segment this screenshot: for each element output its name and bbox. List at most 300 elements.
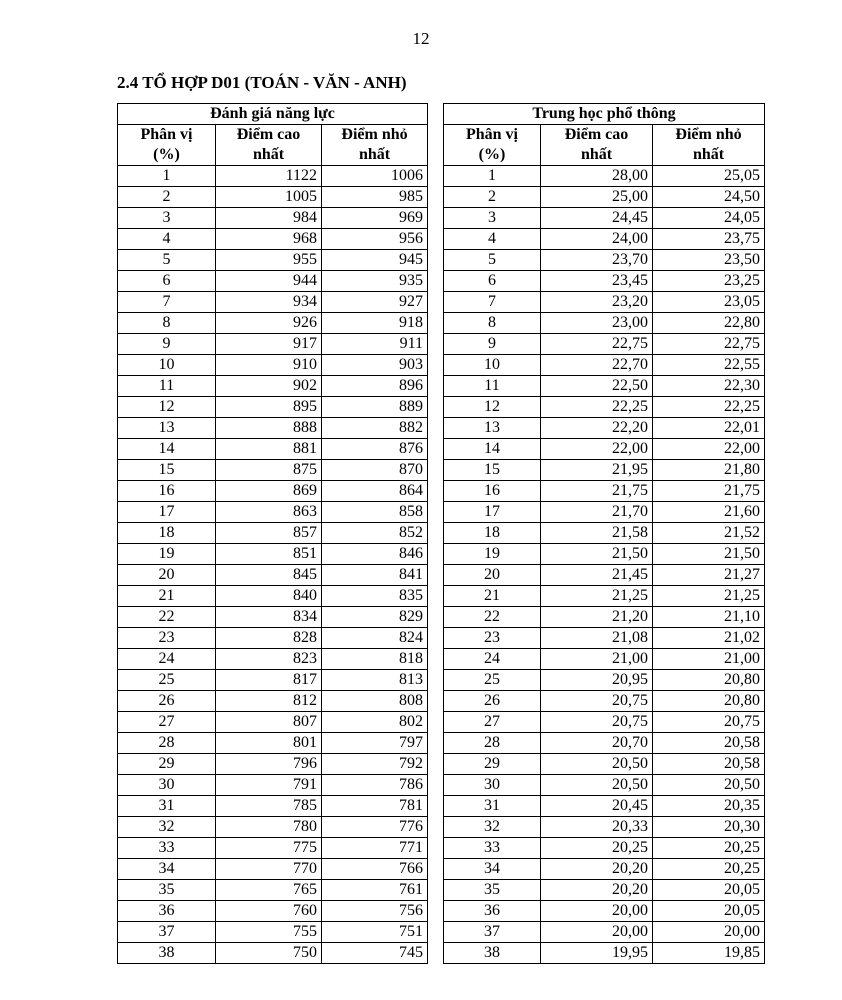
table-row bbox=[444, 166, 765, 187]
percentile-cell: 17 bbox=[444, 502, 541, 523]
min-score-cell: 776 bbox=[322, 817, 428, 838]
max-score-cell: 20,70 bbox=[541, 733, 653, 754]
table-row bbox=[444, 397, 765, 418]
table-row bbox=[444, 481, 765, 502]
percentile-cell: 6 bbox=[118, 271, 216, 292]
percentile-cell: 4 bbox=[444, 229, 541, 250]
min-score-cell: 20,50 bbox=[653, 775, 765, 796]
percentile-cell: 20 bbox=[444, 565, 541, 586]
percentile-cell: 19 bbox=[444, 544, 541, 565]
max-score-cell: 20,50 bbox=[541, 754, 653, 775]
table-row bbox=[444, 271, 765, 292]
min-score-cell: 19,85 bbox=[653, 943, 765, 964]
min-score-cell: 935 bbox=[322, 271, 428, 292]
table-row bbox=[444, 775, 765, 796]
max-score-cell: 801 bbox=[216, 733, 322, 754]
percentile-cell: 21 bbox=[118, 586, 216, 607]
percentile-cell: 25 bbox=[118, 670, 216, 691]
percentile-cell: 26 bbox=[444, 691, 541, 712]
max-score-cell: 895 bbox=[216, 397, 322, 418]
table-row bbox=[118, 565, 428, 586]
percentile-cell: 2 bbox=[118, 187, 216, 208]
min-score-cell: 22,55 bbox=[653, 355, 765, 376]
percentile-cell: 11 bbox=[444, 376, 541, 397]
table-row bbox=[444, 754, 765, 775]
max-score-cell: 19,95 bbox=[541, 943, 653, 964]
max-score-cell: 21,75 bbox=[541, 481, 653, 502]
percentile-cell: 8 bbox=[444, 313, 541, 334]
percentile-cell: 36 bbox=[444, 901, 541, 922]
column-header-percentile: Phân vị (%) bbox=[444, 125, 541, 166]
percentile-cell: 30 bbox=[118, 775, 216, 796]
percentile-cell: 6 bbox=[444, 271, 541, 292]
percentile-cell: 7 bbox=[118, 292, 216, 313]
min-score-cell: 818 bbox=[322, 649, 428, 670]
table-row bbox=[444, 229, 765, 250]
table-row bbox=[444, 670, 765, 691]
min-score-cell: 20,05 bbox=[653, 880, 765, 901]
min-score-cell: 21,10 bbox=[653, 607, 765, 628]
max-score-cell: 869 bbox=[216, 481, 322, 502]
max-score-cell: 760 bbox=[216, 901, 322, 922]
min-score-cell: 20,58 bbox=[653, 733, 765, 754]
table-row bbox=[444, 838, 765, 859]
min-score-cell: 21,02 bbox=[653, 628, 765, 649]
table-body bbox=[444, 166, 765, 964]
min-score-cell: 23,05 bbox=[653, 292, 765, 313]
percentile-cell: 38 bbox=[118, 943, 216, 964]
percentile-cell: 29 bbox=[444, 754, 541, 775]
max-score-cell: 902 bbox=[216, 376, 322, 397]
min-score-cell: 824 bbox=[322, 628, 428, 649]
max-score-cell: 24,00 bbox=[541, 229, 653, 250]
max-score-cell: 24,45 bbox=[541, 208, 653, 229]
min-score-cell: 889 bbox=[322, 397, 428, 418]
max-score-cell: 20,20 bbox=[541, 880, 653, 901]
percentile-cell: 31 bbox=[118, 796, 216, 817]
table-row bbox=[444, 922, 765, 943]
min-score-cell: 985 bbox=[322, 187, 428, 208]
min-score-cell: 956 bbox=[322, 229, 428, 250]
percentile-cell: 35 bbox=[118, 880, 216, 901]
max-score-cell: 765 bbox=[216, 880, 322, 901]
max-score-cell: 22,00 bbox=[541, 439, 653, 460]
percentile-cell: 24 bbox=[444, 649, 541, 670]
table-body bbox=[118, 166, 428, 964]
max-score-cell: 22,25 bbox=[541, 397, 653, 418]
table-row bbox=[118, 355, 428, 376]
percentile-cell: 5 bbox=[444, 250, 541, 271]
max-score-cell: 770 bbox=[216, 859, 322, 880]
min-score-cell: 23,25 bbox=[653, 271, 765, 292]
table-row bbox=[444, 712, 765, 733]
percentile-cell: 23 bbox=[118, 628, 216, 649]
percentile-cell: 33 bbox=[118, 838, 216, 859]
min-score-cell: 751 bbox=[322, 922, 428, 943]
max-score-cell: 20,75 bbox=[541, 712, 653, 733]
percentile-cell: 3 bbox=[118, 208, 216, 229]
max-score-cell: 807 bbox=[216, 712, 322, 733]
min-score-cell: 766 bbox=[322, 859, 428, 880]
min-score-cell: 771 bbox=[322, 838, 428, 859]
min-score-cell: 20,80 bbox=[653, 670, 765, 691]
max-score-cell: 823 bbox=[216, 649, 322, 670]
table-row bbox=[118, 733, 428, 754]
min-score-cell: 21,27 bbox=[653, 565, 765, 586]
max-score-cell: 917 bbox=[216, 334, 322, 355]
min-score-cell: 896 bbox=[322, 376, 428, 397]
table-row bbox=[444, 313, 765, 334]
table-row bbox=[118, 775, 428, 796]
percentile-cell: 26 bbox=[118, 691, 216, 712]
min-score-cell: 20,05 bbox=[653, 901, 765, 922]
table-row bbox=[118, 208, 428, 229]
min-score-cell: 20,58 bbox=[653, 754, 765, 775]
table-row bbox=[444, 943, 765, 964]
table-row bbox=[118, 691, 428, 712]
percentile-cell: 33 bbox=[444, 838, 541, 859]
max-score-cell: 780 bbox=[216, 817, 322, 838]
table-row bbox=[118, 334, 428, 355]
min-score-cell: 21,80 bbox=[653, 460, 765, 481]
table-row bbox=[118, 229, 428, 250]
table-row bbox=[118, 418, 428, 439]
max-score-cell: 21,95 bbox=[541, 460, 653, 481]
min-score-cell: 918 bbox=[322, 313, 428, 334]
table-row bbox=[118, 460, 428, 481]
table-row bbox=[444, 250, 765, 271]
max-score-cell: 20,20 bbox=[541, 859, 653, 880]
percentile-cell: 34 bbox=[444, 859, 541, 880]
percentile-cell: 16 bbox=[444, 481, 541, 502]
percentile-cell: 18 bbox=[118, 523, 216, 544]
table-row bbox=[118, 250, 428, 271]
min-score-cell: 20,25 bbox=[653, 838, 765, 859]
min-score-cell: 22,30 bbox=[653, 376, 765, 397]
min-score-cell: 22,25 bbox=[653, 397, 765, 418]
max-score-cell: 863 bbox=[216, 502, 322, 523]
max-score-cell: 21,45 bbox=[541, 565, 653, 586]
table-row bbox=[444, 439, 765, 460]
min-score-cell: 756 bbox=[322, 901, 428, 922]
min-score-cell: 21,00 bbox=[653, 649, 765, 670]
min-score-cell: 21,25 bbox=[653, 586, 765, 607]
percentile-cell: 22 bbox=[118, 607, 216, 628]
percentile-cell: 32 bbox=[118, 817, 216, 838]
table-row bbox=[118, 439, 428, 460]
table-row bbox=[118, 817, 428, 838]
max-score-cell: 955 bbox=[216, 250, 322, 271]
max-score-cell: 881 bbox=[216, 439, 322, 460]
table-row bbox=[444, 859, 765, 880]
table-row bbox=[118, 187, 428, 208]
max-score-cell: 944 bbox=[216, 271, 322, 292]
percentile-cell: 9 bbox=[118, 334, 216, 355]
table-row bbox=[118, 166, 428, 187]
percentile-cell: 7 bbox=[444, 292, 541, 313]
max-score-cell: 21,00 bbox=[541, 649, 653, 670]
max-score-cell: 812 bbox=[216, 691, 322, 712]
percentile-cell: 12 bbox=[118, 397, 216, 418]
percentile-cell: 4 bbox=[118, 229, 216, 250]
column-header-min-score: Điểm nhỏ nhất bbox=[653, 125, 765, 166]
table-row bbox=[118, 397, 428, 418]
max-score-cell: 840 bbox=[216, 586, 322, 607]
table-row bbox=[444, 586, 765, 607]
min-score-cell: 864 bbox=[322, 481, 428, 502]
table-row bbox=[444, 607, 765, 628]
max-score-cell: 1005 bbox=[216, 187, 322, 208]
table-row bbox=[118, 376, 428, 397]
min-score-cell: 781 bbox=[322, 796, 428, 817]
table-row bbox=[118, 901, 428, 922]
column-header-max-score: Điểm cao nhất bbox=[216, 125, 322, 166]
min-score-cell: 835 bbox=[322, 586, 428, 607]
min-score-cell: 808 bbox=[322, 691, 428, 712]
column-header-min-score: Điểm nhỏ nhất bbox=[322, 125, 428, 166]
percentile-cell: 36 bbox=[118, 901, 216, 922]
table-row bbox=[118, 943, 428, 964]
min-score-cell: 876 bbox=[322, 439, 428, 460]
min-score-cell: 969 bbox=[322, 208, 428, 229]
max-score-cell: 750 bbox=[216, 943, 322, 964]
table-row bbox=[444, 565, 765, 586]
percentile-cell: 9 bbox=[444, 334, 541, 355]
min-score-cell: 24,05 bbox=[653, 208, 765, 229]
min-score-cell: 927 bbox=[322, 292, 428, 313]
max-score-cell: 845 bbox=[216, 565, 322, 586]
max-score-cell: 968 bbox=[216, 229, 322, 250]
table-row bbox=[444, 376, 765, 397]
max-score-cell: 21,50 bbox=[541, 544, 653, 565]
min-score-cell: 23,75 bbox=[653, 229, 765, 250]
min-score-cell: 21,60 bbox=[653, 502, 765, 523]
table-row bbox=[118, 607, 428, 628]
min-score-cell: 1006 bbox=[322, 166, 428, 187]
min-score-cell: 786 bbox=[322, 775, 428, 796]
max-score-cell: 785 bbox=[216, 796, 322, 817]
table-row bbox=[444, 733, 765, 754]
percentile-cell: 29 bbox=[118, 754, 216, 775]
percentile-cell: 32 bbox=[444, 817, 541, 838]
percentile-cell: 17 bbox=[118, 502, 216, 523]
min-score-cell: 24,50 bbox=[653, 187, 765, 208]
percentile-cell: 10 bbox=[444, 355, 541, 376]
column-header-percentile: Phân vị (%) bbox=[118, 125, 216, 166]
column-header-max-score: Điểm cao nhất bbox=[541, 125, 653, 166]
table-row bbox=[444, 628, 765, 649]
percentile-cell: 25 bbox=[444, 670, 541, 691]
max-score-cell: 28,00 bbox=[541, 166, 653, 187]
max-score-cell: 817 bbox=[216, 670, 322, 691]
table-nang-luc bbox=[117, 103, 428, 964]
percentile-cell: 37 bbox=[444, 922, 541, 943]
percentile-cell: 19 bbox=[118, 544, 216, 565]
min-score-cell: 846 bbox=[322, 544, 428, 565]
percentile-cell: 5 bbox=[118, 250, 216, 271]
min-score-cell: 20,35 bbox=[653, 796, 765, 817]
page-number: 12 bbox=[412, 29, 430, 48]
max-score-cell: 20,50 bbox=[541, 775, 653, 796]
table-row bbox=[118, 922, 428, 943]
min-score-cell: 802 bbox=[322, 712, 428, 733]
min-score-cell: 20,00 bbox=[653, 922, 765, 943]
min-score-cell: 945 bbox=[322, 250, 428, 271]
max-score-cell: 1122 bbox=[216, 166, 322, 187]
max-score-cell: 857 bbox=[216, 523, 322, 544]
max-score-cell: 21,70 bbox=[541, 502, 653, 523]
percentile-cell: 15 bbox=[444, 460, 541, 481]
percentile-cell: 12 bbox=[444, 397, 541, 418]
table-row bbox=[444, 649, 765, 670]
table-row bbox=[444, 334, 765, 355]
percentile-cell: 30 bbox=[444, 775, 541, 796]
table-row bbox=[118, 628, 428, 649]
max-score-cell: 934 bbox=[216, 292, 322, 313]
table-row bbox=[118, 502, 428, 523]
percentile-cell: 13 bbox=[444, 418, 541, 439]
min-score-cell: 21,75 bbox=[653, 481, 765, 502]
min-score-cell: 911 bbox=[322, 334, 428, 355]
table-title: Trung học phổ thông bbox=[444, 104, 765, 125]
min-score-cell: 792 bbox=[322, 754, 428, 775]
table-row bbox=[118, 670, 428, 691]
min-score-cell: 761 bbox=[322, 880, 428, 901]
min-score-cell: 858 bbox=[322, 502, 428, 523]
table-row bbox=[118, 271, 428, 292]
max-score-cell: 23,70 bbox=[541, 250, 653, 271]
max-score-cell: 22,20 bbox=[541, 418, 653, 439]
min-score-cell: 829 bbox=[322, 607, 428, 628]
percentile-cell: 13 bbox=[118, 418, 216, 439]
max-score-cell: 23,20 bbox=[541, 292, 653, 313]
percentile-cell: 8 bbox=[118, 313, 216, 334]
max-score-cell: 23,45 bbox=[541, 271, 653, 292]
percentile-cell: 27 bbox=[118, 712, 216, 733]
percentile-cell: 23 bbox=[444, 628, 541, 649]
max-score-cell: 20,00 bbox=[541, 922, 653, 943]
min-score-cell: 20,80 bbox=[653, 691, 765, 712]
percentile-cell: 14 bbox=[118, 439, 216, 460]
table-row bbox=[118, 292, 428, 313]
min-score-cell: 21,50 bbox=[653, 544, 765, 565]
percentile-cell: 31 bbox=[444, 796, 541, 817]
percentile-cell: 15 bbox=[118, 460, 216, 481]
min-score-cell: 20,75 bbox=[653, 712, 765, 733]
table-row bbox=[118, 649, 428, 670]
table-thpt bbox=[443, 103, 765, 964]
min-score-cell: 22,80 bbox=[653, 313, 765, 334]
max-score-cell: 888 bbox=[216, 418, 322, 439]
table-row bbox=[444, 502, 765, 523]
table-row bbox=[444, 418, 765, 439]
max-score-cell: 910 bbox=[216, 355, 322, 376]
min-score-cell: 22,75 bbox=[653, 334, 765, 355]
table-row bbox=[118, 544, 428, 565]
percentile-cell: 3 bbox=[444, 208, 541, 229]
percentile-cell: 1 bbox=[118, 166, 216, 187]
min-score-cell: 20,25 bbox=[653, 859, 765, 880]
max-score-cell: 20,45 bbox=[541, 796, 653, 817]
table-row bbox=[118, 838, 428, 859]
percentile-cell: 37 bbox=[118, 922, 216, 943]
max-score-cell: 22,50 bbox=[541, 376, 653, 397]
table-row bbox=[444, 460, 765, 481]
table-row bbox=[444, 880, 765, 901]
min-score-cell: 20,30 bbox=[653, 817, 765, 838]
table-row bbox=[118, 523, 428, 544]
max-score-cell: 828 bbox=[216, 628, 322, 649]
table-row bbox=[444, 523, 765, 544]
max-score-cell: 755 bbox=[216, 922, 322, 943]
table-row bbox=[444, 691, 765, 712]
table-row bbox=[118, 481, 428, 502]
percentile-cell: 14 bbox=[444, 439, 541, 460]
table-row bbox=[444, 901, 765, 922]
max-score-cell: 834 bbox=[216, 607, 322, 628]
percentile-cell: 16 bbox=[118, 481, 216, 502]
min-score-cell: 21,52 bbox=[653, 523, 765, 544]
min-score-cell: 882 bbox=[322, 418, 428, 439]
max-score-cell: 25,00 bbox=[541, 187, 653, 208]
table-row bbox=[118, 754, 428, 775]
percentile-cell: 34 bbox=[118, 859, 216, 880]
max-score-cell: 21,25 bbox=[541, 586, 653, 607]
min-score-cell: 22,00 bbox=[653, 439, 765, 460]
table-row bbox=[444, 187, 765, 208]
max-score-cell: 791 bbox=[216, 775, 322, 796]
max-score-cell: 926 bbox=[216, 313, 322, 334]
table-row bbox=[118, 859, 428, 880]
percentile-cell: 28 bbox=[118, 733, 216, 754]
table-row bbox=[118, 712, 428, 733]
table-title: Đánh giá năng lực bbox=[118, 104, 428, 125]
table-row bbox=[444, 292, 765, 313]
max-score-cell: 984 bbox=[216, 208, 322, 229]
max-score-cell: 875 bbox=[216, 460, 322, 481]
section-title: 2.4 TỔ HỢP D01 (TOÁN - VĂN - ANH) bbox=[117, 73, 407, 92]
min-score-cell: 841 bbox=[322, 565, 428, 586]
percentile-cell: 11 bbox=[118, 376, 216, 397]
max-score-cell: 20,95 bbox=[541, 670, 653, 691]
max-score-cell: 20,75 bbox=[541, 691, 653, 712]
max-score-cell: 21,08 bbox=[541, 628, 653, 649]
percentile-cell: 18 bbox=[444, 523, 541, 544]
table-row bbox=[444, 355, 765, 376]
table-row bbox=[444, 208, 765, 229]
table-row bbox=[444, 796, 765, 817]
percentile-cell: 22 bbox=[444, 607, 541, 628]
max-score-cell: 851 bbox=[216, 544, 322, 565]
percentile-cell: 24 bbox=[118, 649, 216, 670]
min-score-cell: 25,05 bbox=[653, 166, 765, 187]
table-row bbox=[118, 586, 428, 607]
min-score-cell: 903 bbox=[322, 355, 428, 376]
table-row bbox=[118, 796, 428, 817]
max-score-cell: 20,00 bbox=[541, 901, 653, 922]
percentile-cell: 35 bbox=[444, 880, 541, 901]
percentile-cell: 28 bbox=[444, 733, 541, 754]
percentile-cell: 38 bbox=[444, 943, 541, 964]
table-row bbox=[444, 544, 765, 565]
max-score-cell: 22,70 bbox=[541, 355, 653, 376]
min-score-cell: 852 bbox=[322, 523, 428, 544]
percentile-cell: 20 bbox=[118, 565, 216, 586]
min-score-cell: 870 bbox=[322, 460, 428, 481]
percentile-cell: 21 bbox=[444, 586, 541, 607]
max-score-cell: 22,75 bbox=[541, 334, 653, 355]
percentile-cell: 10 bbox=[118, 355, 216, 376]
